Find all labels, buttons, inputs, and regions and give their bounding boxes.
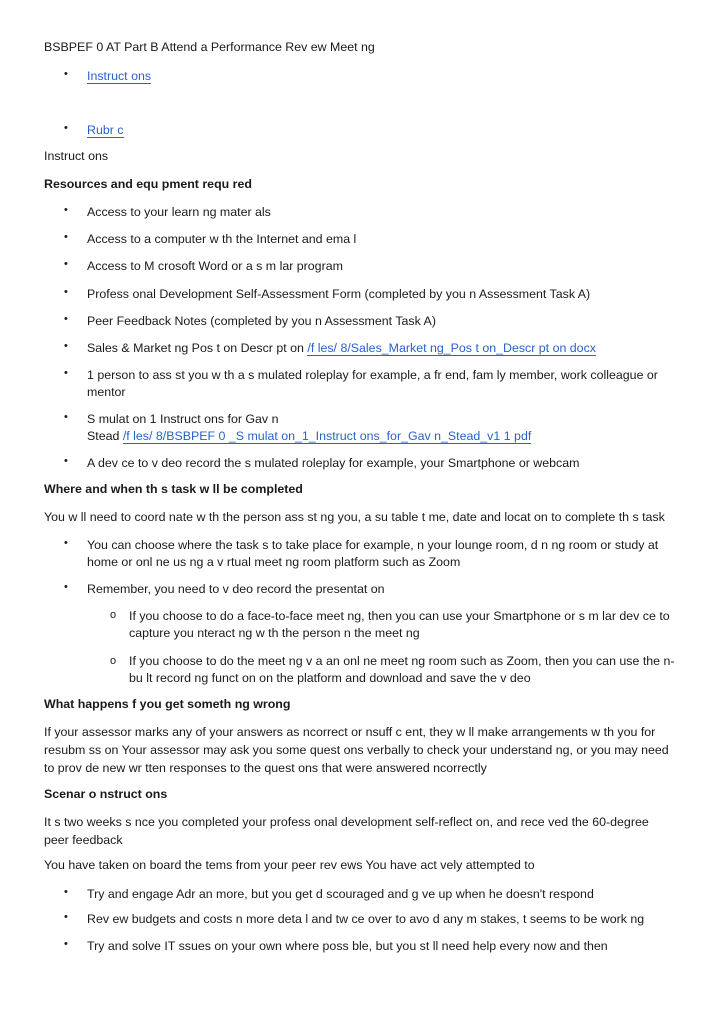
scenario-paragraph-1: It s two weeks s nce you completed your profess onal development self-reflect on, and rece ved the 60-degree peer feedback [44,815,649,847]
bullet: • [64,886,68,898]
bullet: • [64,122,68,134]
bullet: • [64,938,68,950]
bullet: • [64,455,68,467]
list-item: Access to M crosoft Word or a s m lar program [87,259,343,273]
bullet: • [64,313,68,325]
list-item [87,411,683,445]
list-item: Access to a computer w th the Internet and ema l [87,232,357,246]
sub-list-item: If you choose to do a face-to-face meet ng, then you can use your Smartphone or s m lar dev ce to capture you nteract ng w th the person n the meet ng [129,609,670,640]
bullet: • [64,911,68,923]
bullet: • [64,68,68,80]
toc-link-instructions[interactable]: Instruct ons [87,69,152,83]
where-heading: Where and when th s task w ll be completed [44,482,303,496]
bullet: • [64,258,68,270]
wrong-heading: What happens f you get someth ng wrong [44,697,291,711]
list-item: Peer Feedback Notes (completed by you n Assessment Task A) [87,314,436,328]
list-item: A dev ce to v deo record the s mulated roleplay for example, your Smartphone or webcam [87,456,580,470]
bullet: • [64,204,68,216]
list-item: Try and engage Adr an more, but you get d scouraged and g ve up when he doesn't respond [87,887,594,901]
bullet: • [64,581,68,593]
list-item: You can choose where the task s to take place for example, n your lounge room, d n ng room or study at home or onl ne us ng a v rtual meet ng room platform such as Zoom [87,538,659,569]
wrong-paragraph: If your assessor marks any of your answers as ncorrect or nsuff c ent, they w ll make arrangements w th you for resubm ss on Your assessor may ask you some quest ons verbally to check your understand ng, or you may need to prov de new wr tten responses to the quest ons that were answered ncorrectly [44,725,669,775]
resources-heading: Resources and equ pment requ red [44,177,252,191]
list-item-text: Stead [87,429,123,443]
bullet: • [64,231,68,243]
toc-item [87,68,683,85]
bullet: • [64,340,68,352]
position-description-link[interactable]: /f les/ 8/Sales_Market ng_Pos t on_Descr pt on docx [307,341,596,355]
simulation-instructions-link[interactable]: /f les/ 8/BSBPEF 0 _S mulat on_1_Instruct ons_for_Gav n_Stead_v1 1 pdf [122,429,532,443]
list-item: Profess onal Development Self-Assessment Form (completed by you n Assessment Task A) [87,287,591,301]
bullet: • [64,537,68,549]
list-item: 1 person to ass st you w th a s mulated roleplay for example, a fr end, fam ly member, work colleague or mentor [87,368,658,399]
where-intro: You w ll need to coord nate w th the person ass st ng you, a su table t me, date and locat on to complete th s task [44,510,665,524]
list-item: Try and solve IT ssues on your own where poss ble, but you st ll need help every now and then [87,939,608,953]
scenario-paragraph-2: You have taken on board the tems from your peer rev ews You have act vely attempted to [44,858,535,872]
bullet: • [64,286,68,298]
toc-item [87,122,683,139]
scenario-heading: Scenar o nstruct ons [44,787,168,801]
list-item: Rev ew budgets and costs n more deta l and tw ce over to avo d any m stakes, t seems to be work ng [87,912,645,926]
sub-bullet: o [110,655,117,667]
list-item [87,340,683,357]
bullet: • [64,367,68,379]
list-item: Remember, you need to v deo record the presentat on [87,582,385,596]
bullet: • [64,411,68,423]
list-item-text: Sales & Market ng Pos t on Descr pt on [87,341,308,355]
list-item-text: S mulat on 1 Instruct ons for Gav n [87,412,279,426]
document-header: BSBPEF 0 AT Part B Attend a Performance Rev ew Meet ng [44,40,375,54]
list-item: Access to your learn ng mater als [87,205,271,219]
sub-list-item: If you choose to do the meet ng v a an onl ne meet ng room such as Zoom, then you can use the n-bu lt record ng funct on on the platform and download and save the v deo [129,654,675,685]
toc-link-rubric[interactable]: Rubr c [87,123,124,137]
instructions-heading: Instruct ons [44,149,109,163]
sub-bullet: o [110,609,117,621]
